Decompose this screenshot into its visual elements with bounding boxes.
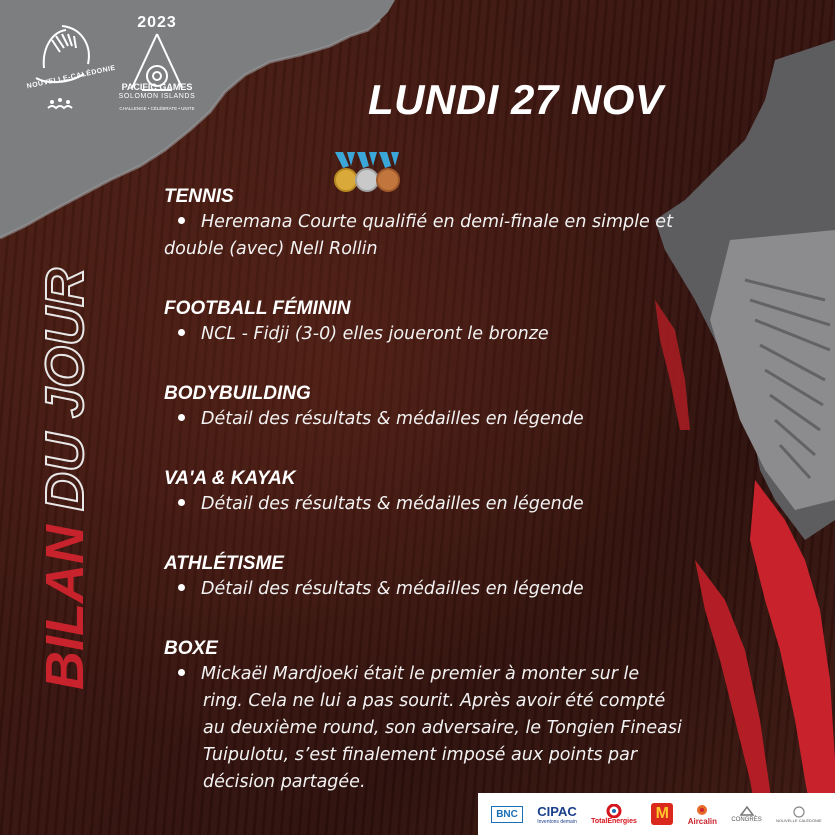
list-item: NCL - Fidji (3-0) elles joueront le bronze (164, 321, 684, 348)
congres-logo-icon (739, 805, 755, 817)
sponsor-congres: CONGRÈS (731, 805, 761, 823)
bullet-icon (178, 414, 185, 421)
section-football-feminin (164, 297, 684, 348)
section-title: ATHLÉTISME (164, 553, 284, 574)
pacific-games-logo (112, 14, 202, 124)
pacific-games-name: PACIFIC GAMES (121, 82, 193, 92)
sponsor-mcdonalds: M (651, 803, 673, 825)
nouvelle-caledonie-logo-text: NOUVELLE-CALÉDONIE (26, 64, 117, 91)
section-title: FOOTBALL FÉMININ (164, 298, 351, 319)
totalenergies-logo-icon (604, 804, 624, 818)
section-title: BOXE (164, 638, 218, 659)
results-list (164, 185, 684, 796)
bullet-icon (178, 217, 185, 224)
sponsor-totalenergies: TotalEnergies (591, 804, 637, 825)
sponsor-bnc: BNC (491, 806, 523, 823)
section-title: BODYBUILDING (164, 383, 311, 404)
list-item: Mickaël Mardjoeki était le premier à monter sur le ring. Cela ne lui a pas sourit. Après avoir été compté au deuxième round, son adversaire, le Tongien Fineasi Tuipulotu, s’est finalement imposé aux points par décision partagée. (164, 661, 684, 796)
side-title-du-jour: DU JOUR (35, 267, 95, 512)
section-title: VA'A & KAYAK (164, 468, 296, 489)
bullet-icon (178, 584, 185, 591)
bullet-icon (178, 669, 185, 676)
sponsor-cipac (537, 804, 576, 825)
page-title-date: LUNDI 27 NOV (368, 76, 664, 123)
pacific-games-year: 2023 (137, 14, 177, 31)
bullet-icon (178, 329, 185, 336)
section-athletisme (164, 552, 684, 603)
section-bodybuilding (164, 382, 684, 433)
aircalin-flower-icon (694, 803, 710, 817)
sponsors-bar (478, 793, 835, 835)
pacific-games-location: SOLOMON ISLANDS (118, 93, 196, 100)
section-vaa-kayak (164, 467, 684, 518)
sponsor-aircalin: Aircalin (688, 803, 717, 826)
nc-small-logo-icon (792, 806, 806, 818)
section-tennis (164, 185, 684, 263)
nouvelle-caledonie-logo (22, 18, 104, 114)
bullet-icon (178, 499, 185, 506)
side-title (35, 267, 98, 690)
list-item: Heremana Courte qualifié en demi-finale en simple et double (avec) Nell Rollin (164, 212, 673, 259)
pacific-games-tagline: CHALLENGE • CÉLÉBRATE • UNITE (119, 106, 195, 111)
section-boxe (164, 637, 684, 796)
side-title-bilan: BILAN (35, 525, 95, 690)
section-title: TENNIS (164, 186, 234, 207)
sponsor-cipac-tagline: Inventons demain (537, 818, 577, 825)
list-item: Détail des résultats & médailles en légende (164, 491, 684, 518)
sponsor-cipac-name: CIPAC (537, 803, 577, 819)
list-item: Détail des résultats & médailles en légende (164, 406, 684, 433)
sponsor-nouvelle-caledonie: NOUVELLE CALÉDONIE (776, 806, 822, 823)
list-item: Détail des résultats & médailles en légende (164, 576, 684, 603)
